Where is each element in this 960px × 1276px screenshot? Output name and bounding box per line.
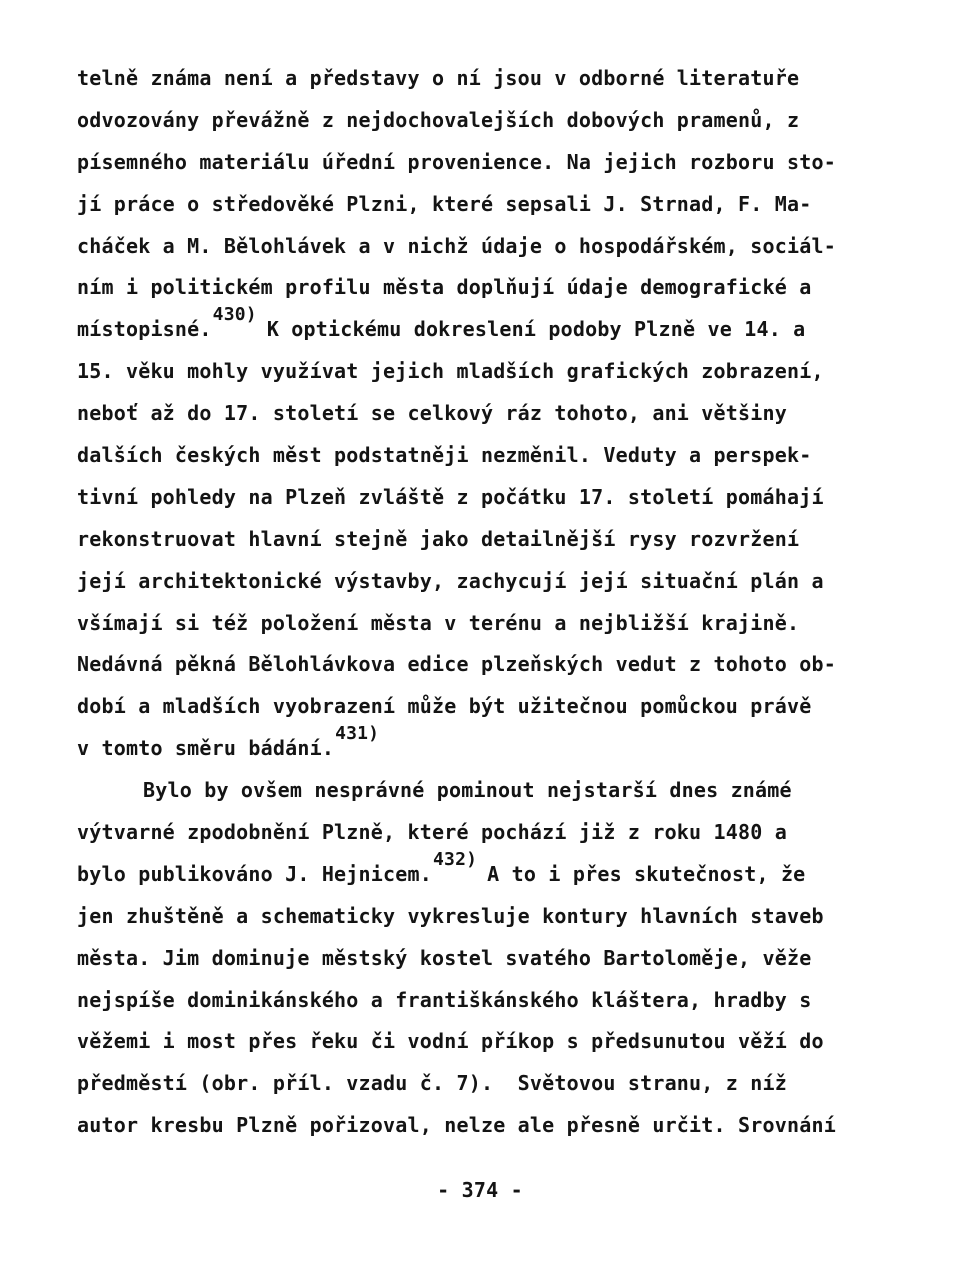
text-line: ním i politickém profilu města doplňují údaje demografické a [77, 275, 812, 300]
text-line: neboť až do 17. století se celkový ráz tohoto, ani většiny [77, 401, 787, 426]
text-line: její architektonické výstavby, zachycují její situační plán a [77, 568, 824, 593]
text-line: dobí a mladších vyobrazení může být užitečnou pomůckou právě [77, 694, 812, 719]
text-line: rekonstruovat hlavní stejně jako detailnější rysy rozvržení [77, 526, 800, 551]
text-line: autor kresbu Plzně pořizoval, nelze ale přesně určit. Srovnání [77, 1113, 836, 1138]
text-line: všímají si též položení města v terénu a nejbližší krajině. [77, 610, 800, 635]
text-line [77, 723, 907, 770]
text-line: výtvarné zpodobnění Plzně, které pochází již z roku 1480 a [77, 820, 787, 845]
text-line [77, 848, 907, 896]
body-text [77, 58, 907, 1147]
paragraph-1 [77, 58, 907, 770]
page-number: - 374 - [437, 1178, 523, 1202]
text-line: věžemi i most přes řeku či vodní příkop s předsunutou věží do [77, 1029, 824, 1054]
text-line: jí práce o středověké Plzni, které sepsali J. Strnad, F. Ma- [77, 191, 812, 216]
text-line: odvozovány převážně z nejdochovalejších dobových pramenů, z [77, 107, 800, 132]
text-segment: bylo publikováno J. Hejnicem. [77, 861, 432, 886]
footnote-reference: 432) [433, 848, 478, 870]
text-line: Bylo by ovšem nesprávné pominout nejstarší dnes známé [143, 778, 792, 803]
text-line: města. Jim dominuje městský kostel svatého Bartoloměje, věže [77, 945, 812, 970]
text-line: písemného materiálu úřední provenience. Na jejich rozboru sto- [77, 149, 836, 174]
text-line [77, 304, 907, 351]
text-line: Nedávná pěkná Bělohlávkova edice plzeňských vedut z tohoto ob- [77, 652, 836, 677]
text-line: nejspíše dominikánského a františkánského kláštera, hradby s [77, 987, 812, 1012]
text-line: tivní pohledy na Plzeň zvláště z počátku 17. století pomáhají [77, 484, 824, 509]
footnote-reference: 431) [335, 723, 380, 745]
text-segment: K optickému dokreslení podoby Plzně ve 14. a [266, 317, 806, 342]
text-segment: v tomto směru bádání. [77, 736, 335, 761]
text-segment: A to i přes skutečnost, že [487, 861, 806, 886]
footnote-reference: 430) [212, 304, 257, 326]
text-line: cháček a M. Bělohlávek a v nichž údaje o hospodářském, sociál- [77, 233, 836, 258]
text-segment: místopisné. [77, 317, 212, 342]
text-line: telně známa není a představy o ní jsou v odborné literatuře [77, 66, 800, 90]
text-line: předměstí (obr. příl. vzadu č. 7). Světovou stranu, z níž [77, 1071, 787, 1096]
paragraph-2 [77, 770, 907, 1147]
text-line: 15. věku mohly využívat jejich mladších grafických zobrazení, [77, 359, 824, 384]
text-line: dalších českých měst podstatněji nezměnil. Veduty a perspek- [77, 443, 812, 468]
text-line: jen zhuštěně a schematicky vykresluje kontury hlavních staveb [77, 903, 824, 928]
